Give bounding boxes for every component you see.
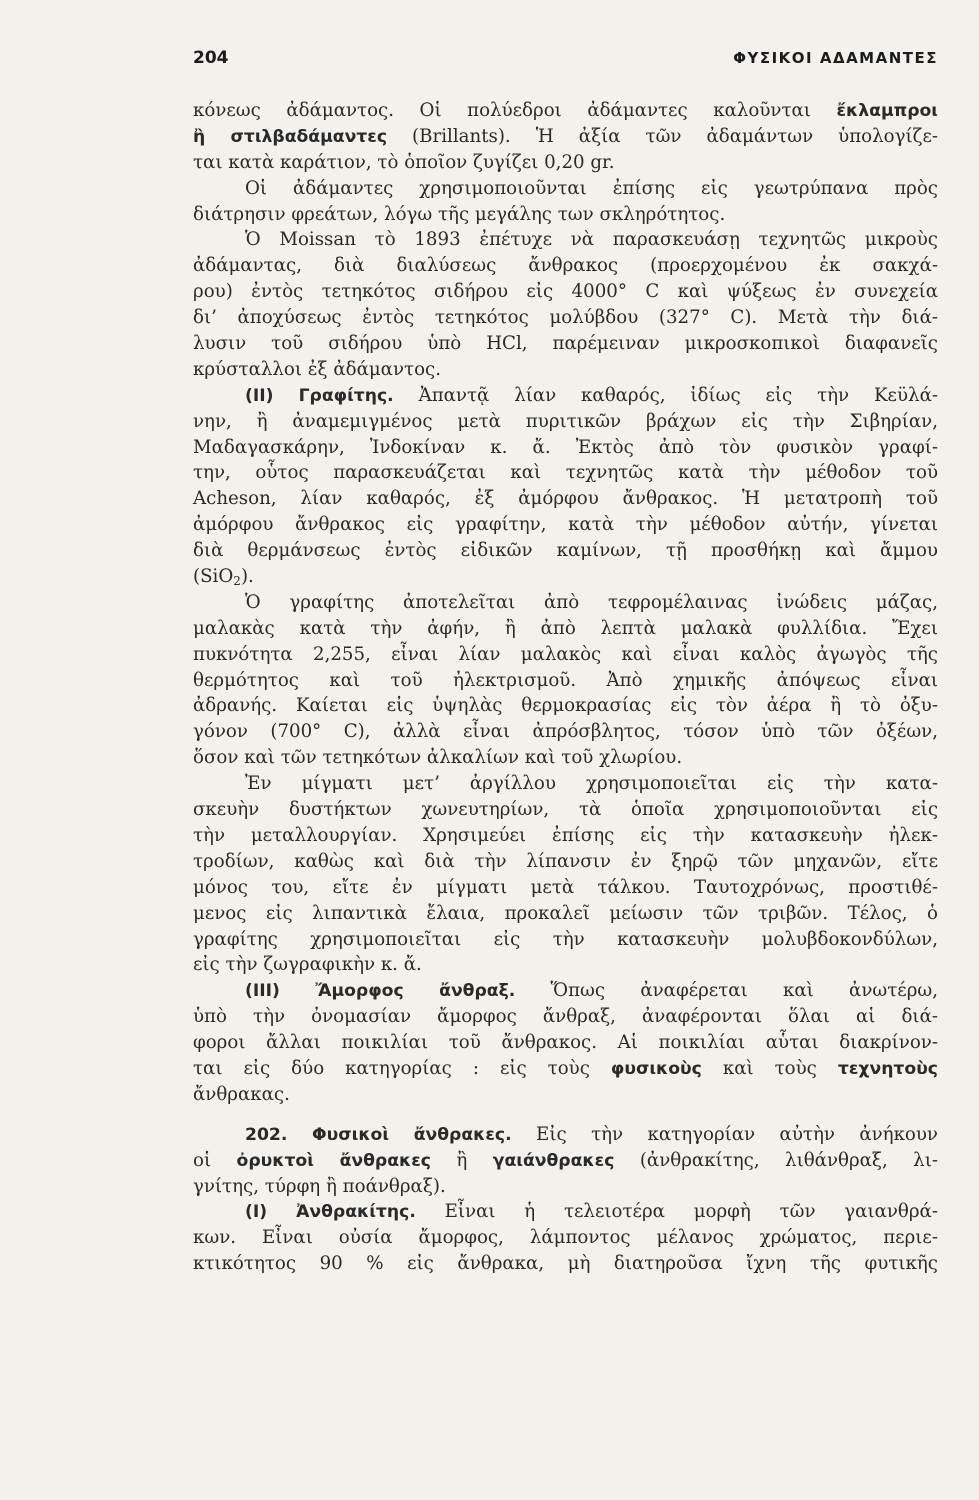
section-gap [193, 1108, 938, 1122]
text-run: (SiO [193, 566, 234, 588]
text-line [193, 642, 938, 668]
text-line [193, 771, 938, 797]
text-line [193, 538, 938, 564]
text-line [193, 1004, 938, 1030]
text-run: Ἐν μίγματι μετ’ ἀργίλλου χρησιμοποιεῖται εἰς τὴν κατα- [245, 773, 938, 795]
text-line [193, 564, 938, 590]
text-run: γνίτης, τύρφη ἢ ποάνθραξ). [193, 1175, 446, 1197]
text-line [193, 668, 938, 694]
bold-term: 202. Φυσικοὶ ἄνθρακες. [245, 1124, 512, 1145]
subscript: 2 [233, 574, 241, 589]
bold-term: φυσικοὺς [610, 1058, 702, 1079]
text-run: ται κατὰ καράτιον, τὸ ὁποῖον ζυγίζει 0,20 gr. [193, 151, 615, 173]
text-line [193, 719, 938, 745]
text-run: Ὁ Moissan τὸ 1893 ἐπέτυχε νὰ παρασκευάσῃ τεχνητῶς μικροὺς [245, 229, 938, 251]
text-line [193, 383, 938, 409]
page-header [193, 48, 938, 68]
text-run: ἀμόρφου ἄνθρακος εἰς γραφίτην, κατὰ τὴν μέθοδον αὐτήν, γίνεται [193, 514, 938, 536]
text-run: γόνον (700° C), ἀλλὰ εἶναι ἀπρόσβλητος, τόσον ὑπὸ τῶν ὀξέων, [193, 721, 938, 743]
text-line [193, 279, 938, 305]
text-line [193, 435, 938, 461]
text-run: μαλακὰς κατὰ τὴν ἀφήν, ἢ ἀπὸ λεπτὰ μαλακὰ φυλλίδια. Ἔχει [193, 617, 938, 639]
text-line [193, 1082, 938, 1108]
bold-term: (ΙΙ) Γραφίτης. [245, 385, 394, 406]
text-line [193, 512, 938, 538]
text-line [193, 460, 938, 486]
text-run: την, οὗτος παρασκευάζεται καὶ τεχνητῶς κατὰ τὴν μέθοδον τοῦ [193, 462, 938, 484]
text-run: τὴν μεταλλουργίαν. Χρησιμεύει ἐπίσης εἰς τὴν κατασκευὴν ἠλεκ- [193, 824, 938, 846]
text-run: φοροι ἄλλαι ποικιλίαι τοῦ ἄνθρακος. Αἱ ποικιλίαι αὗται διακρίνον- [193, 1032, 938, 1054]
text-line [193, 1174, 938, 1200]
text-line [193, 1225, 938, 1251]
text-run: Οἱ ἀδάμαντες χρησιμοποιοῦνται ἐπίσης εἰς γεωτρύπανα πρὸς [245, 177, 938, 199]
text-run: μενος εἰς λιπαντικὰ ἔλαια, προκαλεῖ μείωσιν τῶν τριβῶν. Τέλος, ὁ [193, 902, 938, 924]
text-run: Acheson, λίαν καθαρός, ἐξ ἀμόρφου ἄνθρακος. Ἡ μετατροπὴ τοῦ [193, 488, 938, 510]
page-number: 204 [193, 48, 229, 68]
text-line [193, 693, 938, 719]
text-line [193, 1199, 938, 1225]
text-run: ρου) ἐντὸς τετηκότος σιδήρου εἰς 4000° C καὶ ψύξεως ἐν συνεχεία [193, 281, 938, 303]
bold-term: ἢ στιλβαδάμαντες [193, 126, 388, 147]
text-line [193, 305, 938, 331]
text-line [193, 1122, 938, 1148]
text-run: ὑπὸ τὴν ὀνομασίαν ἄμορφος ἄνθραξ, ἀναφέρονται ὅλαι αἱ διά- [193, 1006, 938, 1028]
text-run: πυκνότητα 2,255, εἶναι λίαν μαλακὸς καὶ εἶναι καλὸς ἀγωγὸς τῆς [193, 643, 938, 665]
text-run: μόνος του, εἴτε ἐν μίγματι μετὰ τάλκου. Ταυτοχρόνως, προστιθέ- [193, 876, 938, 898]
text-line [193, 978, 938, 1004]
text-run: Εἶναι ἡ τελειοτέρα μορφὴ τῶν γαιανθρά- [415, 1201, 938, 1223]
text-run: λυσιν τοῦ σιδήρου ὑπὸ HCl, παρέμειναν μικροσκοπικοὶ διαφανεῖς [193, 333, 938, 355]
text-run: (ἀνθρακίτης, λιθάνθραξ, λι- [614, 1149, 938, 1171]
text-line [193, 927, 938, 953]
text-line [193, 357, 938, 383]
text-line [193, 176, 938, 202]
text-run: διάτρησιν φρεάτων, λόγω τῆς μεγάλης των σκληρότητος. [193, 203, 726, 225]
text-run: Ὁ γραφίτης ἀποτελεῖται ἀπὸ τεφρομέλαινας ἰνώδεις μάζας, [245, 591, 938, 613]
text-run: Ἀπαντᾷ λίαν καθαρός, ἰδίως εἰς τὴν Κεϋλά- [393, 384, 938, 406]
text-line [193, 202, 938, 228]
text-line [193, 1148, 938, 1174]
text-run: κρύσταλλοι ἐξ ἀδάμαντος. [193, 358, 442, 380]
text-run: διὰ θερμάνσεως ἐντὸς εἰδικῶν καμίνων, τῇ προσθήκῃ καὶ ἄμμου [193, 540, 938, 562]
text-run: κων. Εἶναι οὐσία ἄμορφος, λάμποντος μέλανος χρώματος, περιε- [193, 1227, 938, 1249]
text-run: εἰς ἄνθρακα, μὴ διατηροῦσα ἴχνη τῆς φυτικῆς [383, 1253, 938, 1275]
text-run: τροδίων, καθὼς καὶ διὰ τὴν λίπανσιν ἐν ξηρῷ τῶν μηχανῶν, εἴτε [193, 850, 938, 872]
bold-term: ἔκλαμπροι [836, 101, 938, 121]
bold-term: (Ι) Ἀνθρακίτης. [245, 1202, 416, 1223]
text-run: Μαδαγασκάρην, Ἰνδοκίναν κ. ἄ. Ἐκτὸς ἀπὸ τὸν φυσικὸν γραφί- [193, 436, 938, 458]
text-line [193, 1056, 938, 1082]
text-line [193, 253, 938, 279]
text-run: κόνεως ἀδάμαντος. Οἱ πολύεδροι ἀδάμαντες καλοῦνται [193, 100, 837, 121]
text-line [193, 331, 938, 357]
text-line [193, 797, 938, 823]
text-run: σκευὴν δυστήκτων χωνευτηρίων, τὰ ὁποῖα χρησιμοποιοῦνται εἰς [193, 799, 938, 821]
text-line [193, 745, 938, 771]
text-line [193, 409, 938, 435]
text-line [193, 124, 938, 150]
text-run: ). [240, 566, 254, 588]
text-run: εἰς τὴν ζωγραφικὴν κ. ἄ. [193, 954, 422, 976]
text-run: Ὅπως ἀναφέρεται καὶ ἀνωτέρω, [515, 980, 938, 1002]
text-run: νην, ἢ ἀναμεμιγμένος μετὰ πυριτικῶν βράχων εἰς τὴν Σιβηρίαν, [193, 410, 938, 432]
bold-term: (ΙΙΙ) Ἄμορφος ἄνθραξ. [245, 981, 516, 1002]
text-line [193, 823, 938, 849]
text-run: ὅσον καὶ τῶν τετηκότων ἀλκαλίων καὶ τοῦ χλωρίου. [193, 747, 683, 769]
bold-term: ὀρυκτοὶ ἄνθρακες [236, 1150, 431, 1171]
text-line [193, 952, 938, 978]
text-line [193, 486, 938, 512]
running-title: ΦΥΣΙΚΟΙ ΑΔΑΜΑΝΤΕΣ [733, 49, 938, 67]
text-line [193, 901, 938, 927]
bold-term: τεχνητοὺς [837, 1058, 938, 1079]
text-run: καὶ τοὺς [701, 1057, 838, 1079]
text-run: γραφίτης χρησιμοποιεῖται εἰς τὴν κατασκευὴν μολυβδοκονδύλων, [193, 928, 938, 950]
text-run: ἢ [430, 1149, 493, 1171]
text-line [193, 1030, 938, 1056]
text-line [193, 150, 938, 176]
text-line [193, 227, 938, 253]
text-line [193, 98, 938, 124]
text-run: ἄνθρακας. [193, 1083, 290, 1105]
text-line [193, 616, 938, 642]
text-run: δι’ ἀποχύσεως ἐντὸς τετηκότος μολύβδου (327° C). Μετὰ τὴν διά- [193, 307, 938, 329]
text-run: (Brillants). Ἡ ἀξία τῶν ἀδαμάντων ὑπολογίζε- [387, 125, 939, 147]
body-text [193, 98, 938, 1277]
text-line [193, 590, 938, 616]
text-run: θερμότητος καὶ τοῦ ἠλεκτρισμοῦ. Ἀπὸ χημικῆς ἀπόψεως εἶναι [193, 669, 938, 691]
text-run: ται εἰς δύο κατηγορίας : εἰς τοὺς [193, 1057, 611, 1079]
text-run: οἱ [193, 1149, 237, 1171]
text-line [193, 1251, 938, 1277]
text-run: ἀδρανής. Καίεται εἰς ὑψηλὰς θερμοκρασίας εἰς τὸν ἀέρα ἢ τὸ ὀξυ- [193, 695, 938, 717]
bold-term: γαιάνθρακες [492, 1150, 615, 1171]
text-line [193, 849, 938, 875]
text-line [193, 875, 938, 901]
text-run: Εἰς τὴν κατηγορίαν αὐτὴν ἀνήκουν [511, 1123, 938, 1145]
text-run: κτικότητος 90 % [193, 1253, 384, 1275]
text-run: ἀδάμαντας, διὰ διαλύσεως ἄνθρακος (προερχομένου ἐκ σακχά- [193, 255, 938, 277]
